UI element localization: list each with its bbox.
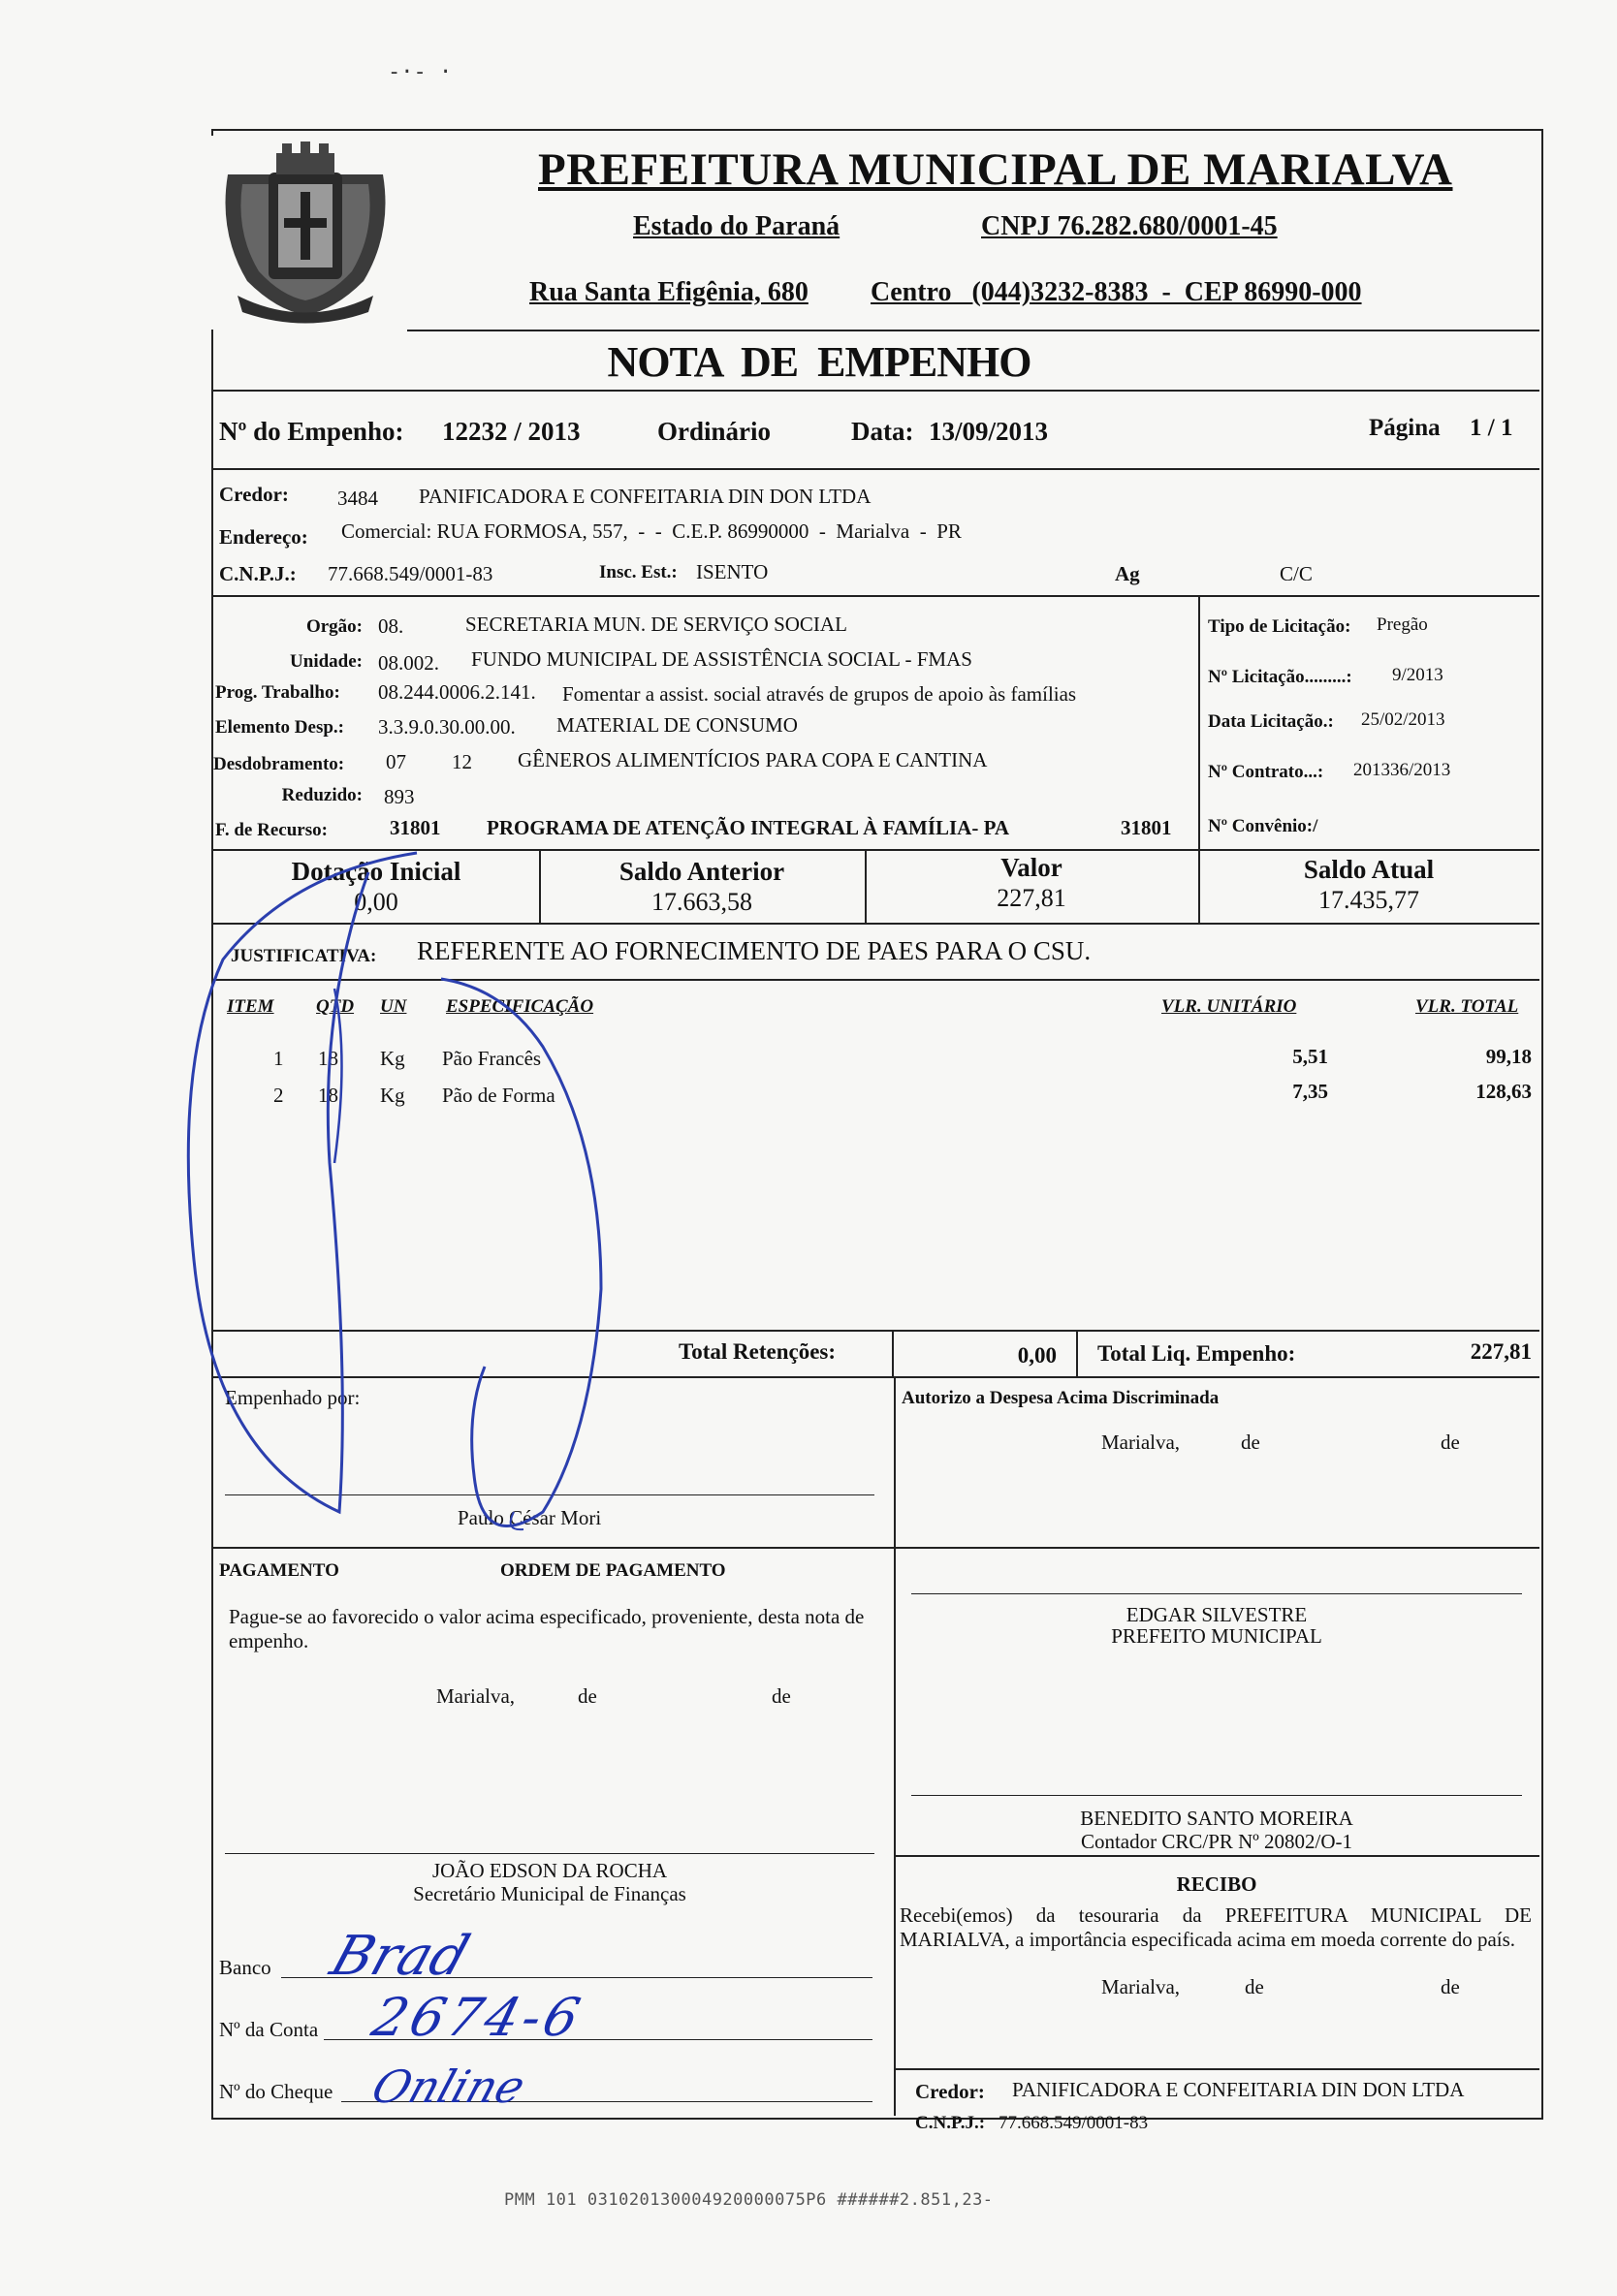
footer-credor-name: PANIFICADORA E CONFEITARIA DIN DON LTDA [1012,2078,1465,2101]
page-title: PREFEITURA MUNICIPAL DE MARIALVA [538,144,1453,195]
recurso-name: PROGRAMA DE ATENÇÃO INTEGRAL À FAMÍLIA- PA [487,816,1010,839]
autorizo-place: Marialva, [1101,1431,1181,1454]
col-total-price: VLR. TOTAL [1415,996,1519,1017]
col-unit-price: VLR. UNITÁRIO [1161,996,1297,1017]
prog-code: 08.244.0006.2.141. [378,680,536,704]
empenho-number-label: Nº do Empenho: [219,417,404,446]
dotacao-inicial-value: 0,00 [354,888,398,916]
empenho-type: Ordinário [657,417,772,446]
row-unit: 5,51 [1292,1045,1328,1068]
desdobramento-label: Desdobramento: [213,754,345,774]
orgao-code: 08. [378,614,404,638]
footer-cnpj-label: C.N.P.J.: [915,2113,986,2133]
tipo-licitacao-value: Pregão [1377,614,1428,635]
secretario-name: JOÃO EDSON DA ROCHA [431,1859,668,1882]
saldo-anterior-label: Saldo Anterior [618,857,785,886]
row-spec: Pão de Forma [442,1084,555,1107]
autorizo-de-1: de [1241,1431,1260,1454]
unidade-label: Unidade: [290,651,363,672]
row-qtd: 18 [318,1047,338,1070]
banco-label: Banco [219,1956,271,1979]
elemento-code: 3.3.9.0.30.00.00. [378,715,516,739]
conta-handwritten: 2674-6 [365,1987,590,2048]
convenio-label: Nº Convênio:/ [1208,816,1318,836]
cc-label: C/C [1280,562,1313,585]
ag-label: Ag [1115,562,1140,585]
row-unit: 7,35 [1292,1080,1328,1103]
recurso-code: 31801 [390,816,441,839]
banco-handwritten: Brad [323,1925,477,1988]
cheque-handwritten: Online [365,2060,532,2113]
valor-label: Valor [1000,853,1062,882]
credor-name: PANIFICADORA E CONFEITARIA DIN DON LTDA [419,485,872,508]
recibo-de-2: de [1441,1975,1460,1998]
contrato-label: Nº Contrato...: [1208,762,1324,782]
credor-code: 3484 [337,487,378,510]
address-label: Endereço: [219,525,308,549]
autorizo-label: Autorizo a Despesa Acima Discriminada [902,1388,1220,1408]
page-label: Página [1369,415,1441,441]
pagamento-place: Marialva, [436,1684,516,1708]
col-item: ITEM [227,996,274,1017]
credor-cnpj: 77.668.549/0001-83 [328,562,493,585]
liquido-value: 227,81 [1470,1339,1532,1364]
reduzido-label: Reduzido: [281,785,363,805]
valor-value: 227,81 [997,884,1066,912]
recibo-place: Marialva, [1101,1975,1181,1998]
col-spec: ESPECIFICAÇÃO [446,996,594,1017]
row-total: 99,18 [1485,1045,1532,1068]
bottom-code: PMM 101 031020130004920000075P6 ######2.851,23- [504,2190,994,2210]
ordem-pagamento-label: ORDEM DE PAGAMENTO [500,1560,726,1581]
cheque-label: Nº do Cheque [219,2080,333,2103]
row-spec: Pão Francês [442,1047,542,1070]
recibo-de-1: de [1245,1975,1264,1998]
page-number: 1 / 1 [1470,415,1513,441]
contador-name: BENEDITO SANTO MOREIRA [1080,1807,1353,1830]
recibo-text: Recebi(emos) da tesouraria da PREFEITURA MUNICIPAL DE MARIALVA, a importância especificada acima em moeda corrente do país. [900,1903,1532,1951]
recibo-title: RECIBO [1176,1872,1257,1896]
header-street: Rua Santa Efigênia, 680 [529,277,808,307]
footer-credor-label: Credor: [915,2080,985,2103]
state-name: Estado do Paraná [633,211,840,241]
row-item: 1 [273,1047,284,1070]
row-qtd: 18 [318,1084,338,1107]
orgao-label: Orgão: [305,616,363,637]
saldo-atual-value: 17.435,77 [1318,886,1419,914]
licitacao-number: 9/2013 [1392,665,1443,685]
desdobramento-code-2: 12 [452,750,472,773]
justificativa-label: JUSTIFICATIVA: [231,946,377,966]
col-qtd: QTD [316,996,355,1017]
row-total: 128,63 [1475,1080,1532,1103]
empenho-number: 12232 / 2013 [442,417,581,446]
empenhado-signer: Paulo César Mori [458,1506,602,1529]
tipo-licitacao-label: Tipo de Licitação: [1208,616,1351,637]
elemento-name: MATERIAL DE CONSUMO [556,713,798,737]
retencoes-value: 0,00 [1017,1343,1057,1368]
reduzido-value: 893 [384,785,415,808]
prog-label: Prog. Trabalho: [215,682,340,703]
pagamento-de-1: de [578,1684,597,1708]
justificativa-text: REFERENTE AO FORNECIMENTO DE PAES PARA O CSU. [417,936,1092,965]
licitacao-date: 25/02/2013 [1361,709,1445,730]
saldo-atual-label: Saldo Atual [1303,855,1435,884]
contador-title: Contador CRC/PR Nº 20802/O-1 [1080,1830,1353,1853]
cnpj-label: C.N.P.J.: [219,562,297,585]
autorizo-de-2: de [1441,1431,1460,1454]
credor-label: Credor: [219,483,289,506]
header-address: Centro (044)3232-8383 - CEP 86990-000 [871,277,1362,307]
licitacao-date-label: Data Licitação.: [1208,711,1334,732]
retencoes-label: Total Retenções: [679,1339,837,1364]
row-item: 2 [273,1084,284,1107]
document-title: NOTA DE EMPENHO [607,338,1031,386]
footer-cnpj: 77.668.549/0001-83 [999,2113,1149,2133]
licitacao-number-label: Nº Licitação.........: [1208,667,1352,687]
orgao-name: SECRETARIA MUN. DE SERVIÇO SOCIAL [465,613,847,636]
recurso-code-2: 31801 [1121,816,1172,839]
credor-address: Comercial: RUA FORMOSA, 557, - - C.E.P. 86990000 - Marialva - PR [341,519,962,543]
prog-name: Fomentar a assist. social através de grupos de apoio às famílias [562,682,1077,706]
secretario-title: Secretário Municipal de Finanças [413,1882,686,1905]
elemento-label: Elemento Desp.: [215,717,344,738]
unidade-name: FUNDO MUNICIPAL DE ASSISTÊNCIA SOCIAL - FMAS [471,647,972,671]
saldo-anterior-value: 17.663,58 [651,888,752,916]
top-scrap-mark: -·- · [388,60,453,84]
pagamento-de-2: de [772,1684,791,1708]
row-un: Kg [380,1084,405,1107]
pagamento-text: Pague-se ao favorecido o valor acima especificado, proveniente, desta nota de empenho. [229,1605,865,1652]
dotacao-inicial-label: Dotação Inicial [291,857,461,886]
desdobramento-code-1: 07 [386,750,406,773]
col-un: UN [380,996,407,1017]
empenho-date-label: Data: [851,417,914,446]
liquido-label: Total Liq. Empenho: [1097,1341,1296,1366]
unidade-code: 08.002. [378,651,439,675]
prefeito-name: EDGAR SILVESTRE [1126,1603,1308,1626]
insc-label: Insc. Est.: [599,562,678,582]
empenho-date: 13/09/2013 [929,417,1049,446]
header-cnpj: CNPJ 76.282.680/0001-45 [981,211,1278,241]
desdobramento-name: GÊNEROS ALIMENTÍCIOS PARA COPA E CANTINA [518,748,988,771]
insc-value: ISENTO [696,560,769,583]
empenhado-label: Empenhado por: [225,1386,361,1409]
row-un: Kg [380,1047,405,1070]
pagamento-label: PAGAMENTO [219,1560,339,1581]
recurso-label: F. de Recurso: [215,820,328,840]
prefeito-title: PREFEITO MUNICIPAL [1111,1624,1322,1648]
conta-label: Nº da Conta [219,2018,319,2041]
contrato-value: 201336/2013 [1353,760,1451,780]
